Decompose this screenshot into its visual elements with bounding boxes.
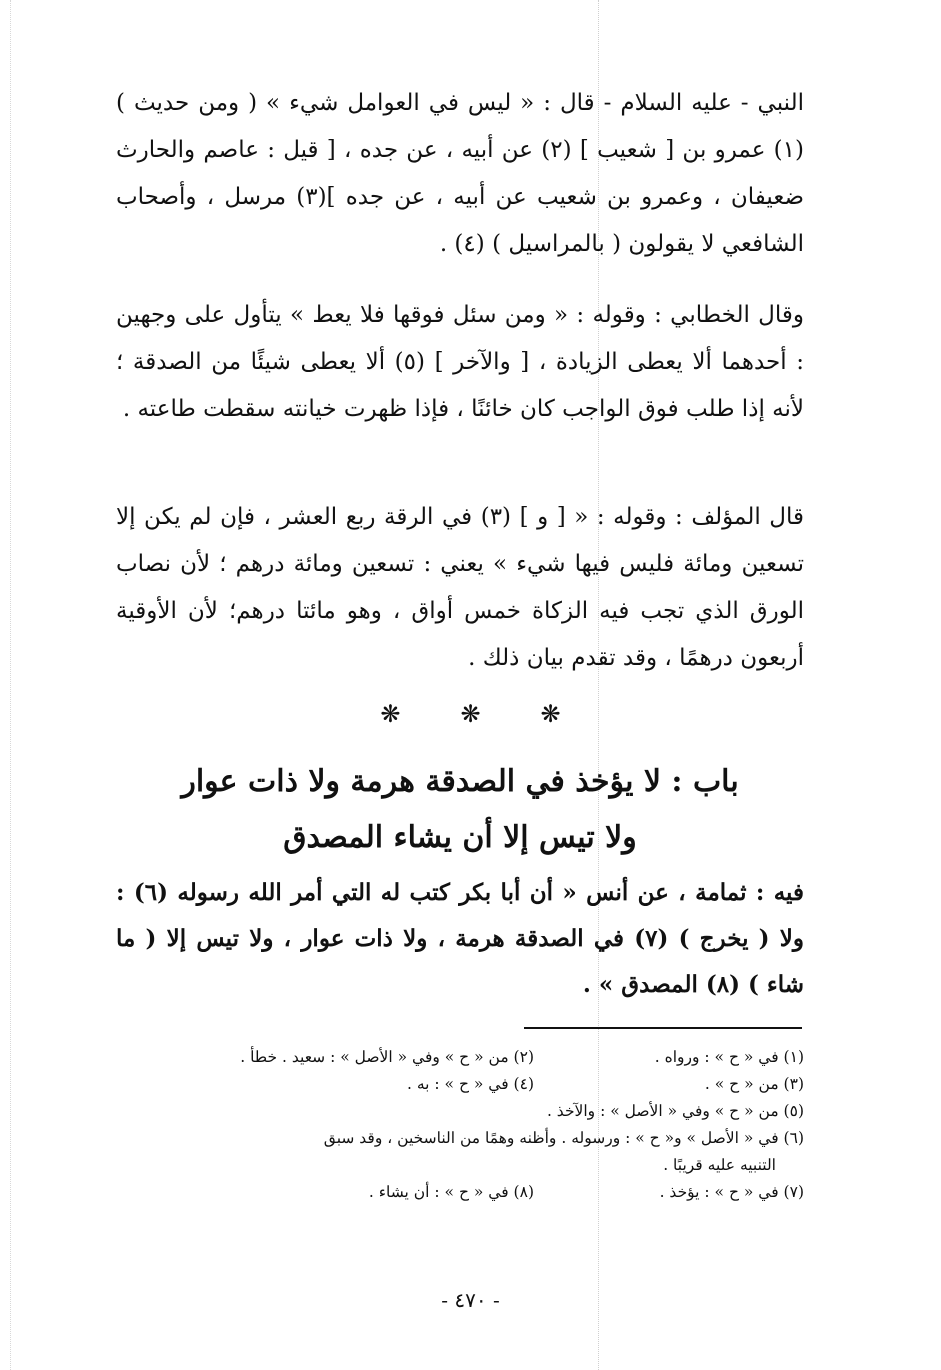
footnote-6-line-1: (٦) في « الأصل » و« ح » : ورسوله . وأظنه وهمًا من الناسخين ، وقد سبق xyxy=(323,1129,804,1147)
footnote-1: (١) في « ح » : ورواه . xyxy=(654,1048,804,1066)
separator-star: ❋ xyxy=(540,700,561,728)
separator-star: ❋ xyxy=(460,700,481,728)
page-number: - ٤٧٠ - xyxy=(441,1288,500,1312)
footnote-8: (٨) في « ح » : أن يشاء . xyxy=(368,1183,534,1201)
footnote-3: (٣) من « ح » . xyxy=(704,1075,804,1093)
paragraph-khattabi-commentary: وقال الخطابي : وقوله : « ومن سئل فوقها فلا يعط » يتأول على وجهين : أحدهما ألا يعطى الزيادة ، [ والآخر ] (٥) ألا يعطى شيئًا من الصدقة ؛ لأنه إذا طلب فوق الواجب كان خائنًا ، فإذا ظهرت خيانته سقطت طاعته . xyxy=(116,302,804,422)
footnotes xyxy=(116,1044,804,1206)
hadith-text: فيه : ثمامة ، عن أنس « أن أبا بكر كتب له التي أمر الله رسوله (٦) : ولا ( يخرج ) (٧) في الصدقة هرمة ، ولا ذات عوار ، ولا تيس إلا ( ما شاء ) (٨) المصدق » . xyxy=(116,879,805,998)
footnote-5: (٥) من « ح » وفي « الأصل » : والآخذ . xyxy=(546,1102,804,1120)
footnote-row xyxy=(116,1098,804,1125)
paragraph-hadith-chain: النبي - عليه السلام - قال : « ليس في العوامل شيء » ( ومن حديث ) (١) عمرو بن [ شعيب ] (٢) عن أبيه ، عن جده ، [ قيل : عاصم والحارث ضعيفان ، وعمرو بن شعيب عن أبيه ، عن جده ](٣) مرسل ، وأصحاب الشافعي لا يقولون ( بالمراسيل ) (٤) . xyxy=(116,90,804,257)
footnote-row xyxy=(116,1179,804,1206)
footnote-2: (٢) من « ح » وفي « الأصل » : سعيد . خطأ . xyxy=(240,1048,534,1066)
footnote-row xyxy=(116,1044,804,1071)
section-separator xyxy=(0,700,941,728)
footnote-7: (٧) في « ح » : يؤخذ . xyxy=(659,1183,804,1201)
footnote-separator-rule xyxy=(524,1027,802,1029)
chapter-title-line-1: باب : لا يؤخذ في الصدقة هرمة ولا ذات عوار xyxy=(181,764,739,799)
scan-edge-line xyxy=(10,0,11,1370)
footnote-6-line-2: التنبيه عليه قريبًا . xyxy=(663,1156,776,1174)
paragraph-author-commentary: قال المؤلف : وقوله : « [ و ] (٣) في الرقة ربع العشر ، فإن لم يكن إلا تسعين ومائة فليس فيها شيء » يعني : تسعين ومائة درهم ؛ لأن نصاب الورق الذي تجب فيه الزكاة خمس أواق ، وهو مائتا درهم؛ لأن الأوقية أربعون درهمًا ، وقد تقدم بيان ذلك . xyxy=(116,504,804,671)
footnote-4: (٤) في « ح » : به . xyxy=(406,1075,534,1093)
chapter-title-line-2: ولا تيس إلا أن يشاء المصدق xyxy=(283,820,637,855)
footnote-row xyxy=(116,1071,804,1098)
separator-star: ❋ xyxy=(380,700,401,728)
